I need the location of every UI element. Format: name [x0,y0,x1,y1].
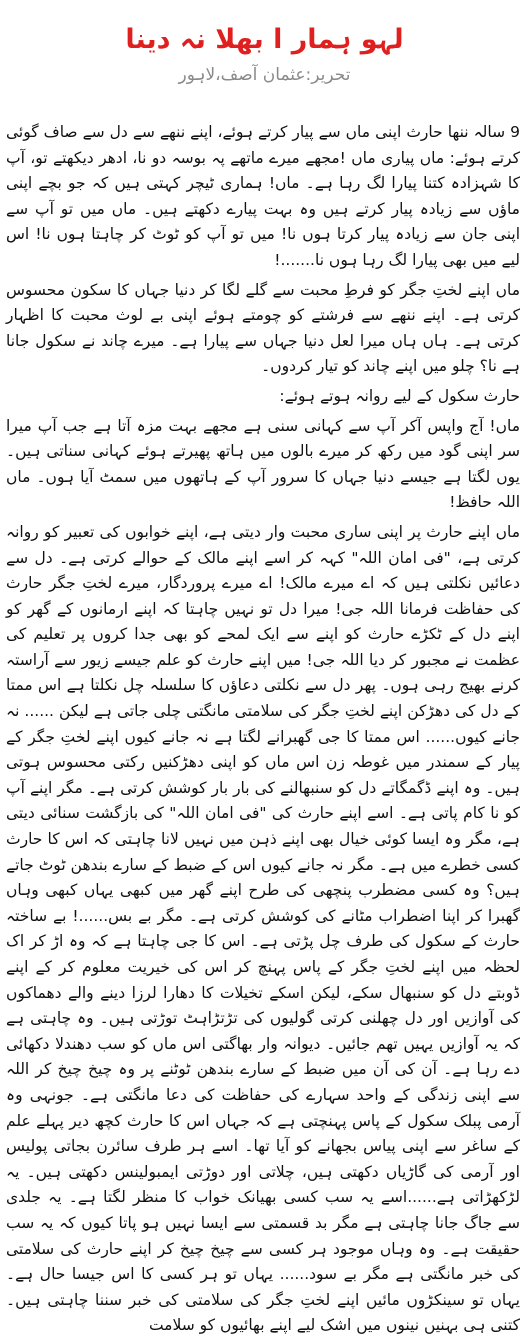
author-byline: تحریر:عثمان آصف،لاہور [178,65,351,85]
paragraph: 9 سالہ ننھا حارث اپنی ماں سے پیار کرتے ہوئے، اپنے ننھے سے دل سے صاف گوئی کرتے ہوئے: ماں پیاری ماں !مجھے میرے ماتھے پہ بوسہ دو نا، ادھر دیکھتے تو، آپ کا شہزادہ کتنا پیارا لگ رہا ہے۔ ماں! ہماری ٹیچر کہتی ہیں کہ جو بچے اپنی ماؤں سے زیادہ پیار کرتے ہیں وہ بہت پیارے دکھتے ہیں۔ ماں میں تو آپ سے اپنی جان سے زیادہ پیار کرتا ہوں نا! میں تو آپ کو ٹوٹ کر چاہتا ہوں نا! اس لیے میں بھی پیارا لگ رہا ہوں نا.......! [6,123,520,269]
article-body [6,120,520,1335]
article-title: لہو ہمار ا بھلا نہ دینا [125,24,404,55]
paragraph: ماں اپنے لختِ جگر کو فرطِ محبت سے گلے لگا کر دنیا جہاں کا سکون محسوس کرتی ہے۔ اپنے ننھے سے فرشتے کو چومتے ہوئے اپنی بے لوث محبت کا اظہار کرتی ہے۔ ہاں ہاں میرا لعل دنیا جہاں سے پیارا ہے۔ میرے چاند نے سکول جانا ہے نا؟ چلو میں اپنے چاند کو تیار کردوں۔ [6,280,520,376]
paragraph: ماں اپنے حارث پر اپنی ساری محبت وار دیتی ہے، اپنے خوابوں کی تعبیر کو روانہ کرتی ہے، "فی امان اللہ" کہہ کر اسے اپنے مالک کے حوالے کرتی ہے۔ دل سے دعائیں نکلتی ہیں کہ اے میرے مالک! اے میرے پروردگار، میرے لختِ جگر حارث کی حفاظت فرمانا اللہ جی! میرا دل تو نہیں چاہتا کہ اپنے ارمانوں کے گھر کو اپنے دل کے ٹکڑے حارث کو اپنے سے ایک لمحے کو بھی جدا کروں پر تعلیم کی عظمت نے مجبور کر دیا اللہ جی! میں اپنے حارث کو علم جیسے زیور سے آراستہ کرنے بھیج رہی ہوں۔ پھر دل سے نکلتی دعاؤں کا سلسلہ چل نکلتا ہے اس ممتا کے دل کی دھڑکن اپنے لختِ جگر کی سلامتی مانگتی چلی جاتی ہے لیکن ...... نہ جانے کیوں...... اس ممتا کا جی گھبرانے لگتا ہے نہ جانے کیوں اپنے لختِ جگر کے پیار کے سمندر میں غوطہ زن اس ماں کو اپنی دھڑکنیں رکتی محسوس ہوتی ہیں۔ وہ اپنے ڈگمگاتے دل کو سنبھالنے کی بار بار کوشش کرتی ہے۔ مگر اپنے آپ کو نا کام پاتی ہے۔ اسے اپنے حارث کی "فی امان اللہ" کی بازگشت سنائی دیتی ہے، مگر وہ ایسا کوئی خیال بھی اپنے ذہن میں نہیں لانا چاہتی کہ اس کا حارث کسی خطرے میں ہے۔ مگر نہ جانے کیوں اس کے ضبط کے سارے بندھن ٹوٹ جاتے ہیں؟ وہ کسی مضطرب پنچھی کی طرح اپنے گھر میں کبھی یہاں کبھی وہاں گھبرا کر اپنا اضطراب مٹانے کی کوشش کرتی ہے۔ مگر بے بس......! بے ساختہ حارث کے سکول کی طرف چل پڑتی ہے۔ اس کا جی چاہتا ہے کہ وہ اڑ کر اک لحظہ میں اپنے لختِ جگر کے پاس پہنچ کر اس کی خیریت معلوم کر کے اپنے ڈوبتے دل کو سنبھال سکے، لیکن اسکے تخیلات کا دھارا لرزا دینے والے دھماکوں کی آوازیں اور دل چھلنی کرتی گولیوں کی تڑتڑاہٹ توڑتی ہیں۔ وہ چاہتی ہے کہ یہ آوازیں یہیں تھم جائیں۔ دیوانہ وار بھاگتی اس ماں کو سب دھندلا دکھائی دے رہا ہے۔ آن کی آن میں ضبط کے سارے بندھن ٹوٹنے پر وہ چیخ چیخ کر اللہ سے اپنی زندگی کے واحد سہارے کی حفاظت کی دعا مانگتی ہے۔ جونہی وہ آرمی پبلک سکول کے پاس پہنچتی ہے کہ جہاں اس کا حارث کچھ دیر پہلے علم کے ساغر سے اپنی پیاس بجھانے کو آیا تھا۔ اسے ہر طرف سائرن بجاتی پولیس اور آرمی کی گاڑیاں دکھتی ہیں، چلاتی اور دوڑتی ایمبولینس دکھتی ہیں۔ یہ لڑکھڑاتی ہے......اسے یہ سب کسی بھیانک خواب کا منظر لگتا ہے۔ یہ جلدی سے جاگ جانا چاہتی ہے مگر بد قسمتی سے ایسا نہیں ہو پاتا کیوں کہ یہ سب حقیقت ہے۔ وہ وہاں موجود ہر کسی سے چیخ چیخ کر اپنے حارث کی سلامتی کی خبر مانگتی ہے مگر بے سود...... یہاں تو ہر کسی کا اس جیسا حال ہے۔ یہاں تو سینکڑوں مائیں اپنے لختِ جگر کی سلامتی کی خبر سننا چاہتی ہیں۔ کتنی ہی بہنیں نینوں میں اشک لیے اپنے بھائیوں کو سلامت [6,522,520,1335]
paragraph: حارث سکول کے لیے روانہ ہوتے ہوئے: [279,386,520,405]
paragraph: ماں! آج واپس آکر آپ سے کہانی سنی ہے مجھے بہت مزہ آتا ہے جب آپ میرا سر اپنی گود میں رکھ کر میرے بالوں میں ہاتھ پھیرتے ہوئے کہانی سناتی ہیں۔ یوں لگتا ہے جیسے دنیا جہاں کا سرور آپ کے ہاتھوں میں سمٹ آیا ہوں۔ ماں اللہ حافظ! [6,416,520,512]
